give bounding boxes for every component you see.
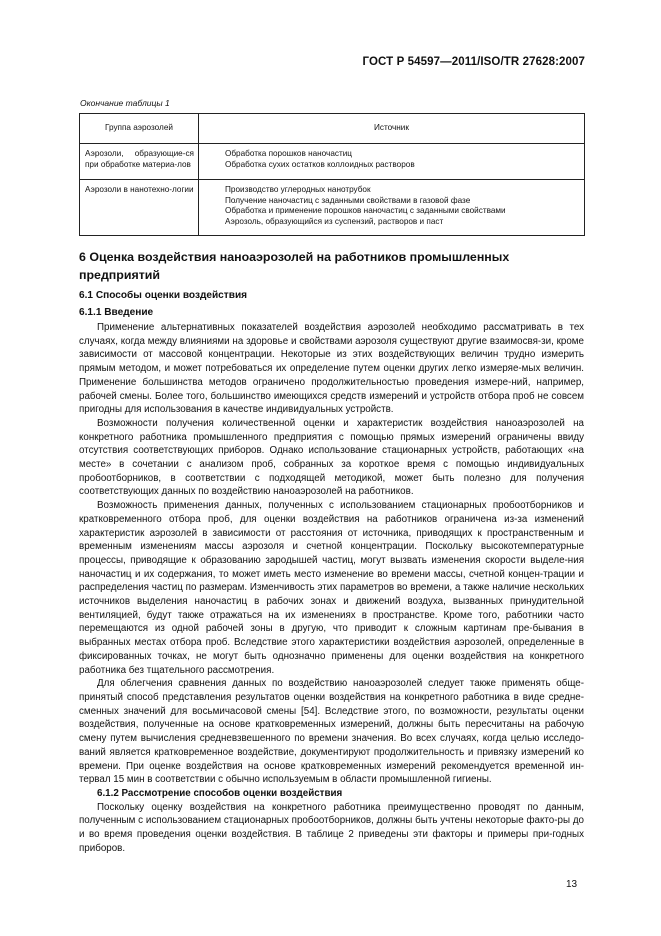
section-title: 6 Оценка воздействия наноаэрозолей на работников промышленных предприятий (79, 250, 510, 282)
column-header-source: Источник (199, 114, 585, 144)
table-cell-group: Аэрозоли в нанотехно-логии (80, 180, 199, 236)
paragraph: Для облегчения сравнения данных по воздействию наноаэрозолей следует также применять обще-принятый способ представления результатов оценки воздействия на конкретного работника в виде средне-сменных значений для восьмичасовой смены [54]. Вследствие этого, по возможности, результаты оценки воздействия, полученные на основе кратковременных измерений, должны быть пересчитаны на рабочую смену путем вычисления средневзвешенного по времени значения. Во всех случаях, когда целью исследо-ваний является кратковременное воздействие, документируют продолжительность и привязку измерений ко времени. При оценке воздействия на основе кратковременных измерений рекомендуется временной ин-тервал 15 мин в соответствии с обычно используемым в области промышленной гигиены. (79, 678, 584, 786)
page-number: 13 (566, 879, 578, 890)
source-item: Обработка и применение порошков наночастиц с заданными свойствами (225, 206, 506, 215)
source-item: Получение наночастиц с заданными свойствами в газовой фазе (225, 195, 471, 205)
table-row (80, 180, 585, 236)
table-caption: Окончание таблицы 1 (80, 98, 170, 108)
source-item: Аэрозоль, образующийся из суспензий, растворов и паст (225, 216, 444, 226)
source-item: Обработка порошков наночастиц (225, 149, 352, 158)
subsection-title: 6.1 Способы оценки воздействия (79, 290, 248, 301)
source-item: Производство углеродных нанотрубок (225, 185, 371, 194)
paragraph: Поскольку оценку воздействия на конкретного работника преимущественно проводят по данным, полученным с использованием стационарных пробоотборников, должны быть учтены некоторые факто-ры до и во время проведения оценки воздействия. В таблице 2 приведены эти факторы и примеры при-годных приборов. (79, 801, 584, 854)
table-cell-group: Аэрозоли, образующие-ся при обработке материа-лов (80, 144, 199, 180)
body-text (79, 321, 584, 855)
paragraph: Возможности получения количественной оценки и характеристик воздействия наноаэрозолей на конкретного работника промышленного предприятия с помощью прямых измерений ограничены ввиду отсутствия соответствующих приборов. Однако использование стационарных устройств, работающих «на месте» в сочетании с анализом проб, собранных за короткое время с помощью индивидуальных пробоотборников, в соответствии с подходящей методикой, может быть полезно для получения соответствующих данных по воздействию наноаэрозолей на работников. (79, 417, 584, 498)
column-header-group: Группа аэрозолей (80, 114, 199, 144)
table-cell-sources (199, 144, 585, 180)
subsection-title: 6.1.1 Введение (79, 307, 154, 318)
table-cell-sources (199, 180, 585, 236)
document-header: ГОСТ Р 54597—2011/ISO/TR 27628:2007 (362, 56, 585, 68)
subsection-title: 6.1.2 Рассмотрение способов оценки воздействия (97, 787, 343, 799)
source-item: Обработка сухих остатков коллоидных растворов (225, 159, 415, 169)
aerosol-sources-table (79, 113, 585, 236)
table-header-row (80, 114, 585, 144)
paragraph: Возможность применения данных, полученных с использованием стационарных пробоотборников и кратковременного отбора проб, для оценки воздействия на работников ограничена из-за изменений характеристик аэрозолей в зависимости от расстояния от источника, приводящих к пространственным и временным изменениям массы аэрозоля и счетной концентрации. Поскольку высокотемпературные процессы, приводящие к образованию зародышей частиц, могут вызвать изменения скорости выделе-ния наночастиц и их содержания, то может иметь место изменение во времени массы, счетной концен-трации и распределения частиц по размерам. Изменчивость этих параметров во времени, а также наличие нескольких источников выделения наночастиц в рабочих зонах и движений воздуха, вызванных принудительной вентиляцией, будут также отражаться на их изменениях в пространстве. Кроме того, работники часто перемещаются из одной рабочей зоны в другую, что приводит к сложным картинам пре-бывания в выбранных местах отбора проб. Вследствие этого характеристики воздействия аэрозолей, определенные в фиксированных точках, не могут быть однозначно применены для оценки воздействия на конкретного работника без тщательного рассмотрения. (79, 500, 584, 676)
paragraph: Применение альтернативных показателей воздействия аэрозолей необходимо рассматривать в тех случаях, когда между влияниями на здоровье и свойствами аэрозоля существуют другие взаимосвя-зи, кроме зависимости от массовой концентрации. Некоторые из этих воздействующих величин трудно измерить прямым методом, и может потребоваться их определение путем оценки других легко измеряе-мых величин. Применение большинства методов ограничено продолжительностью проведения измере-ний, например, рабочей смены. Более того, большинство имеющихся средств измерений и устройств отбора проб не совсем пригодны для использования в качестве индивидуальных устройств. (79, 322, 584, 416)
table-row (80, 144, 585, 180)
